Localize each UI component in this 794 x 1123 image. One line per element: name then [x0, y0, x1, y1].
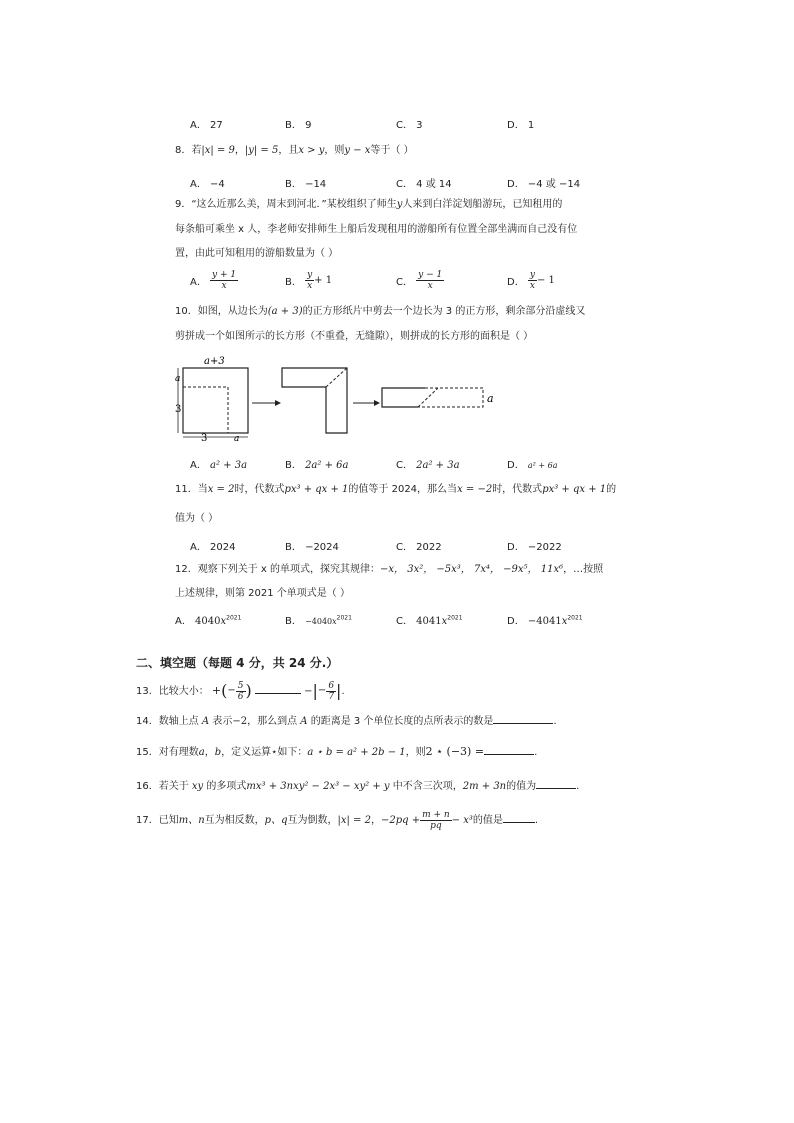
q17: 17．已知m、n互为相反数，p、q互为倒数，|x| = 2，−2pq + $\frac{m + n}{pq}$ − x³的值是 . [136, 809, 539, 831]
q12-line-2: 上述规律，则第 2021 个单项式是（ ） [175, 588, 350, 599]
q13: 13．比较大小： +(− $\frac{5}{6}$ ) −|− $\frac{6}{7}$ |. [136, 680, 345, 702]
q12-option-b: B． $-4040x^{2021}$ [285, 614, 352, 627]
q10-option-c: C． 2a² + 3a [396, 460, 460, 471]
q11-line-1: 11．当x = 2时，代数式px³ + qx + 1的值等于 2024，那么当x = −2时，代数式px³ + qx + 1的 [175, 484, 617, 495]
left-label-a: a [175, 374, 181, 384]
q7-option-d: D． 1 [507, 120, 535, 131]
fraction: $\frac{m + n}{pq}$ [422, 809, 450, 831]
q7-option-c: C． 3 [396, 120, 423, 131]
q14: 14．数轴上点 A 表示−2，那么到点 A 的距离是 3 个单位长度的点所表示的数是 . [136, 713, 557, 729]
q9-option-a: A． $\frac{y + 1}{x}$ [190, 270, 237, 291]
answer-blank[interactable] [484, 744, 534, 755]
fraction: $\frac{y - 1}{x}$ [418, 270, 443, 291]
q10-line-1: 10．如图，从边长为(a + 3)的正方形纸片中剪去一个边长为 3 的正方形，剩余部分沿虚线又 [175, 306, 586, 317]
l-shape-dashed-cut [326, 368, 347, 387]
q12-option-d: D． $-4041x^{2021}$ [507, 614, 583, 627]
answer-blank[interactable] [536, 778, 576, 789]
q9-line-1: 9．“这么近那么美，周末到河北．”某校组织了师生y人来到白洋淀划船游玩，已知租用的 [175, 199, 563, 210]
q9-line-2: 每条船可乘坐 x 人，李老师安排师生上船后发现租用的游船所有位置全部坐满而自己没有位 [175, 224, 578, 235]
q9-option-d: D． $\frac{y}{x}$ − 1 [507, 270, 555, 291]
q10-option-b: B． 2a² + 6a [285, 460, 349, 471]
top-label: a+3 [204, 356, 225, 367]
q12-option-c: C． $4041x^{2021}$ [396, 614, 463, 627]
rectangle-dashed-diagonal [418, 388, 438, 407]
right-label-a: a [487, 392, 494, 405]
q10-line-2: 剪拼成一个如图所示的长方形（不重叠，无缝隙），则拼成的长方形的面积是（ ） [175, 331, 534, 342]
q7-option-a: A． 27 [190, 120, 223, 131]
q16: 16．若关于 xy 的多项式mx³ + 3nxy² − 2x³ − xy² + y 中不含三次项，2m + 3n的值为 . [136, 778, 579, 794]
q11-option-d: D． −2022 [507, 542, 562, 553]
inner-dashed-cut [183, 387, 228, 433]
q12-line-1: 12．观察下列关于 x 的单项式，探究其规律：−x， 3x²， −5x³， 7x⁴， −9x⁵， 11x⁶，…按照 [175, 564, 604, 575]
bottom-label-a: a [234, 434, 240, 444]
section-title: 二、填空题（每题 4 分，共 24 分.） [136, 656, 339, 670]
q9-line-3: 置，由此可知租用的游船数量为（ ） [175, 248, 339, 259]
q9-option-c: C． $\frac{y - 1}{x}$ [396, 270, 443, 291]
q10-option-d: D． a² + 6a [507, 460, 558, 471]
rectangle-dashed-extension [418, 388, 483, 407]
q7-option-b: B． 9 [285, 120, 312, 131]
large-square [183, 368, 248, 433]
q9-option-b: B． $\frac{y}{x}$ + 1 [285, 270, 333, 291]
arrow-1-head [275, 400, 281, 406]
fraction: $\frac{5}{6}$ [237, 680, 244, 702]
answer-blank[interactable] [503, 812, 535, 823]
fraction: $\frac{y}{x}$ [529, 270, 535, 291]
q10-figure [170, 350, 510, 445]
q8-option-b: B． −14 [285, 179, 327, 190]
fraction: $\frac{6}{7}$ [328, 680, 335, 702]
answer-blank[interactable] [493, 713, 553, 724]
q11-option-a: A． 2024 [190, 542, 236, 553]
q8-option-c: C． 4 或 14 [396, 179, 452, 190]
rectangle-solid [382, 388, 425, 407]
arrow-2-head [374, 400, 380, 406]
q15: 15．对有理数a，b，定义运算⋆如下：a ⋆ b = a² + 2b − 1，则2 ⋆ (−3) = . [136, 745, 538, 758]
fraction: $\frac{y}{x}$ [307, 270, 313, 291]
answer-blank[interactable] [255, 683, 301, 694]
q12-option-a: A． $4040x^{2021}$ [175, 614, 242, 627]
fraction: $\frac{y + 1}{x}$ [212, 270, 237, 291]
bottom-label-3: 3 [201, 433, 208, 444]
q8-stem: 8．若|x| = 9，|y| = 5，且x > y，则y − x等于（ ） [175, 145, 414, 156]
q11-option-b: B． −2024 [285, 542, 339, 553]
q11-option-c: C． 2022 [396, 542, 442, 553]
q10-option-a: A． a² + 3a [190, 460, 248, 471]
left-label-3: 3 [175, 404, 182, 415]
l-shape [282, 368, 347, 433]
q8-option-a: A． −4 [190, 179, 225, 190]
q8-option-d: D． −4 或 −14 [507, 179, 581, 190]
q11-line-2: 值为（ ） [175, 513, 219, 524]
